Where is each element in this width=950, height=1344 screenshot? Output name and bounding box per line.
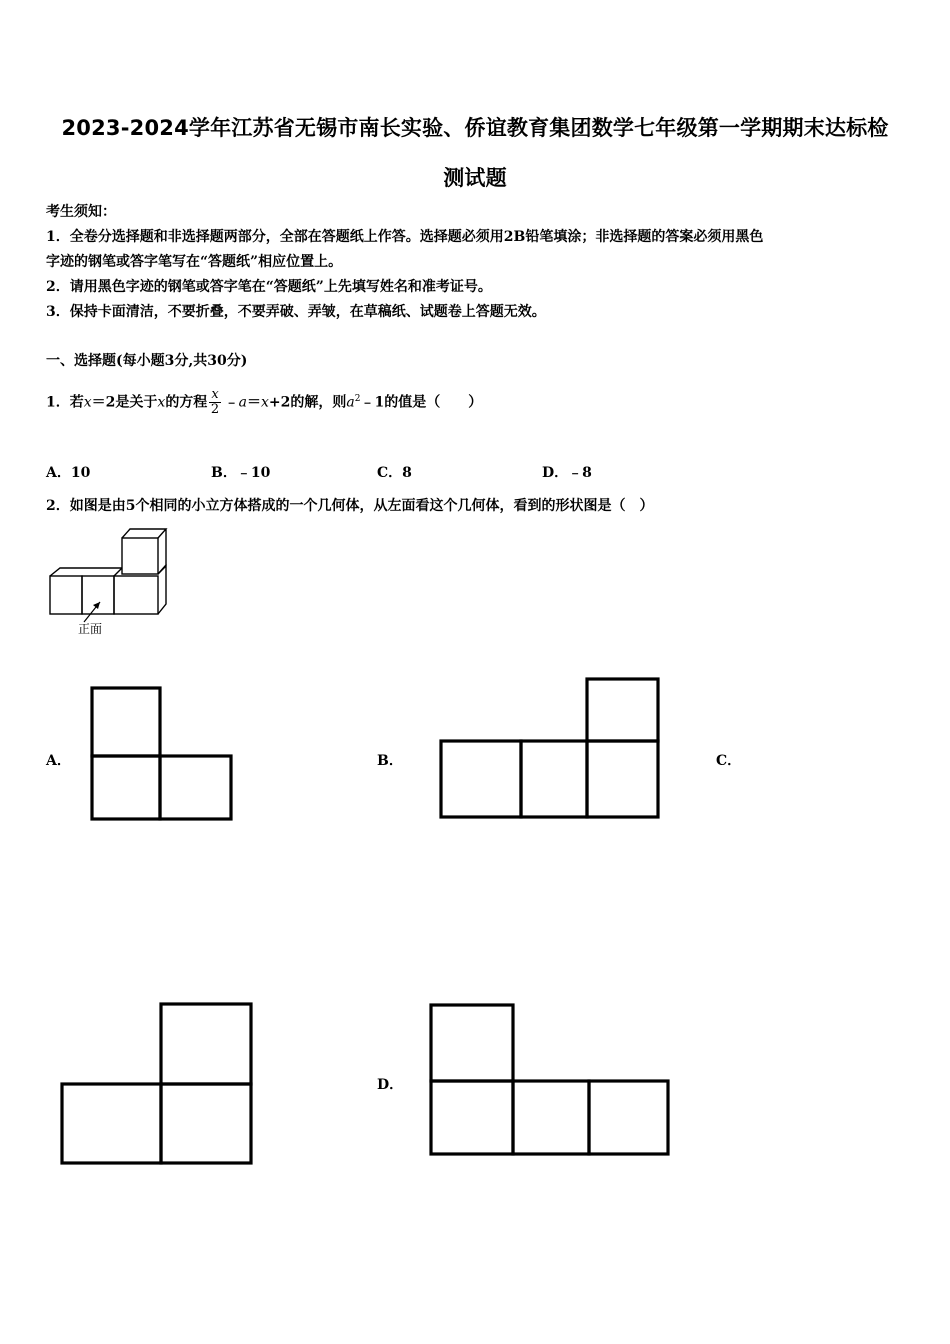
q2-option-b-label[interactable]: B． — [377, 753, 403, 769]
question-2: 2．如图是由5个相同的小立方体搭成的一个几何体，从左面看这个几何体，看到的形状图是（ ） — [46, 498, 654, 514]
q2-option-d-figure[interactable] — [429, 1003, 674, 1159]
q1-option-b[interactable]: B．﹣10 — [211, 465, 271, 481]
notice-heading: 考生须知： — [46, 204, 116, 220]
q1-option-c[interactable]: C．8 — [377, 465, 412, 481]
section-heading: 一、选择题(每小题3分,共30分) — [46, 353, 248, 369]
title-line-1: 2023-2024学年江苏省无锡市南长实验、侨谊教育集团数学七年级第一学期期末达标检 — [61, 116, 889, 140]
cube-figure — [40, 520, 180, 640]
q2-option-b-figure[interactable] — [439, 677, 664, 820]
arrowhead-icon — [93, 602, 100, 609]
notice-item-2: 2．请用黑色字迹的钢笔或答字笔在“答题纸”上先填写姓名和准考证号。 — [46, 279, 492, 295]
q1-option-a[interactable]: A．10 — [46, 465, 91, 481]
q2-option-d-label[interactable]: D． — [377, 1077, 404, 1093]
question-1: 1．若x＝2是关于x的方程 $\frac{x}{2}$ ﹣a＝x+2的解，则$a^2﹣1$的值是（ ） — [46, 387, 483, 417]
notice-item-3: 3．保持卡面清洁，不要折叠，不要弄破、弄皱，在草稿纸、试题卷上答题无效。 — [46, 304, 546, 320]
q1-option-d[interactable]: D．﹣8 — [542, 465, 592, 481]
title-line-2: 测试题 — [443, 166, 507, 190]
q2-option-a-label[interactable]: A． — [46, 753, 71, 769]
notice-item-1a: 1．全卷分选择题和非选择题两部分，全部在答题纸上作答。选择题必须用2B铅笔填涂；非选择题的答案必须用黑色 — [46, 229, 764, 245]
notice-block — [46, 200, 906, 325]
notice-item-1b: 字迹的钢笔或答字笔写在“答题纸”相应位置上。 — [46, 254, 343, 270]
q2-option-a-figure[interactable] — [90, 686, 235, 822]
q2-option-c-figure[interactable] — [60, 1002, 256, 1167]
front-label: 正面 — [78, 622, 103, 636]
fraction-x-over-2: $\frac{x}{2}$ — [210, 387, 220, 417]
q2-option-c-label[interactable]: C． — [716, 753, 742, 769]
